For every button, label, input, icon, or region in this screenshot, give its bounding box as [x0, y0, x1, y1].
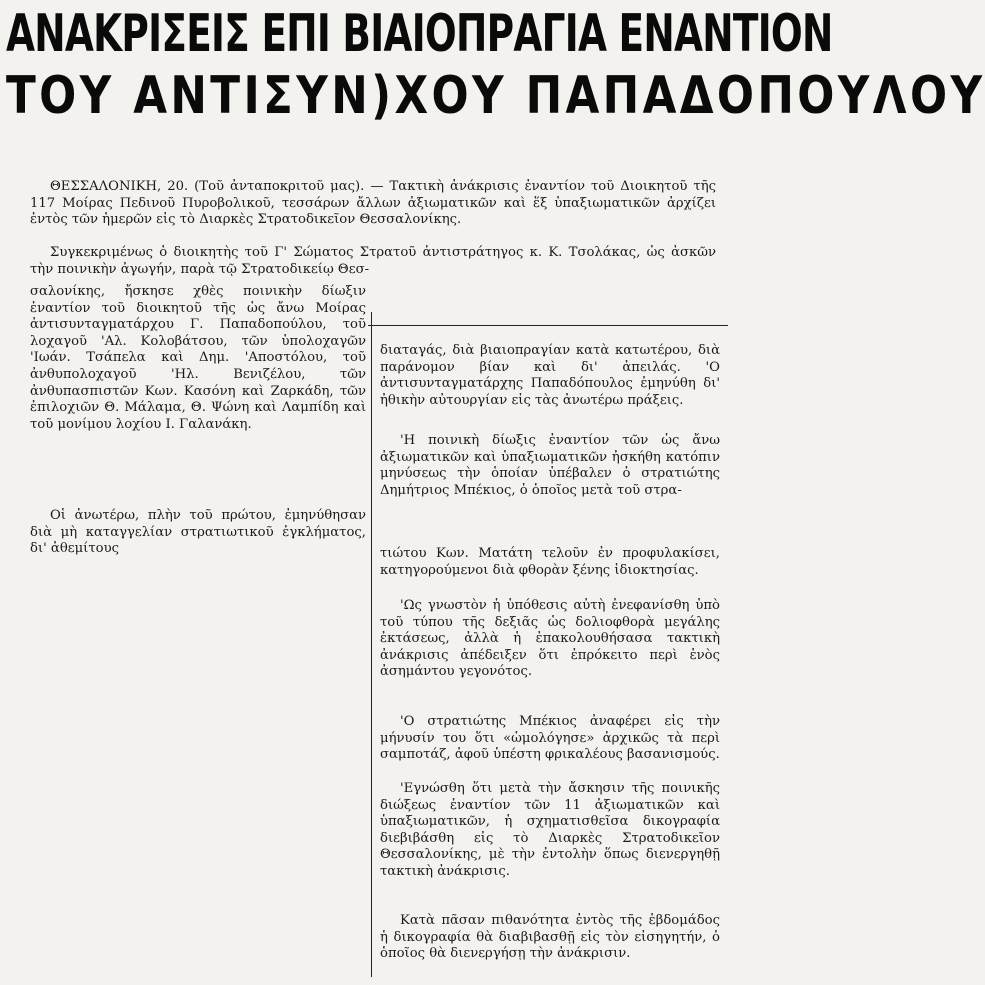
column-2-paragraph-2: 'Η ποινικὴ δίωξις ἐναντίον τῶν ὡς ἄνω ἀξιωματικῶν καὶ ὑπαξιωματικῶν ἠσκήθη κατόπιν μηνύσεως τὴν ὁποίαν ὑπέβαλεν ὁ στρατιώτης Δημήτριος Μπέκιος, ὁ ὁποῖος μετὰ τοῦ στρα- [380, 433, 720, 498]
column-2-paragraph-1: διαταγάς, διὰ βιαιοπραγίαν κατὰ κατωτέρου, διὰ παράνομον βίαν καὶ δι' ἀπειλάς. 'Ο ἀντισυνταγματάρχης Παπαδόπουλος ἐμηνύθη δι' ἠθικὴν αὐτουργίαν εἰς τὰς ἀνωτέρω πράξεις. [380, 343, 720, 408]
column-rule-top [368, 325, 728, 326]
lead-paragraph: ΘΕΣΣΑΛΟΝΙΚΗ, 20. (Τοῦ ἀνταποκριτοῦ μας). — Τακτικὴ ἀνάκρισις ἐναντίον τοῦ Διοικητοῦ τῆς 117 Μοίρας Πεδινοῦ Πυροβολικοῦ, τεσσάρων ἄλλων ἀξιωματικῶν καὶ ἕξ ὑπαξιωματικῶν ἀρχίζει ἐντὸς τῶν ἡμερῶν εἰς τὸ Διαρκὲς Στρατοδικεῖον Θεσσαλονίκης. [30, 179, 716, 228]
column-2-paragraph-6: 'Εγνώσθη ὅτι μετὰ τὴν ἄσκησιν τῆς ποινικῆς διώξεως ἐναντίον τῶν 11 ἀξιωματικῶν καὶ ὑπαξιωματικῶν, ἡ σχηματισθεῖσα δικογραφία διεβιβάσθη εἰς τὸ Διαρκὲς Στρατοδικεῖον Θεσσαλονίκης, μὲ τὴν ἐντολὴν ὅπως διενεργηθῇ τακτικὴ ἀνάκρισις. [380, 781, 720, 879]
lead-paragraph-2: Συγκεκριμένως ὁ διοικητὴς τοῦ Γ' Σώματος Στρατοῦ ἀντιστράτηγος κ. Κ. Τσολάκας, ὡς ἀσκῶν τὴν ποινικὴν ἀγωγήν, παρὰ τῷ Στρατοδικείῳ Θεσ- [30, 245, 716, 277]
column-2-paragraph-7: Κατὰ πᾶσαν πιθανότητα ἐντὸς τῆς ἑβδομάδος ἡ δικογραφία θὰ διαβιβασθῇ εἰς τὸν εἰσηγητήν, ὁ ὁποῖος θὰ διενεργήσῃ τὴν ἀνάκρισιν. [380, 913, 720, 962]
column-2-paragraph-3: τιώτου Κων. Ματάτη τελοῦν ἐν προφυλακίσει, κατηγορούμενοι διὰ φθορὰν ξένης ἰδιοκτησίας. [380, 546, 720, 578]
headline-line-2: ΤΟΥ ΑΝΤΙΣΥΝ)ΧΟΥ ΠΑΠΑΔΟΠΟΥΛΟΥ [6, 66, 985, 126]
column-2-paragraph-4: 'Ως γνωστὸν ἡ ὑπόθεσις αὐτὴ ἐνεφανίσθη ὑπὸ τοῦ τύπου τῆς δεξιᾶς ὡς δολιοφθορὰ μεγάλης ἐκτάσεως, ἀλλὰ ἡ ἐπακολουθήσασα τακτικὴ ἀνάκρισις ἀπέδειξεν ὅτι ἐπρόκειτο περὶ ἑνὸς ἀσημάντου γεγονότος. [380, 598, 720, 680]
column-2-paragraph-5: 'Ο στρατιώτης Μπέκιος ἀναφέρει εἰς τὴν μήνυσίν του ὅτι «ὡμολόγησε» ἀρχικῶς τὰ περὶ σαμποτάζ, ἀφοῦ ὑπέστη φρικαλέους βασανισμούς. [380, 714, 720, 763]
column-1-paragraph-1: σαλονίκης, ἤσκησε χθὲς ποινικὴν δίωξιν ἐναντίον τοῦ διοικητοῦ τῆς ὡς ἄνω Μοίρας ἀντισυνταγματάρχου Γ. Παπαδοπούλου, τοῦ λοχαγοῦ 'Αλ. Κολοβάτσου, τῶν ὑπολοχαγῶν 'Ιωάν. Τσάπελα καὶ Δημ. 'Αποστόλου, τοῦ ἀνθυπολοχαγοῦ 'Ηλ. Βενιζέλου, τῶν ἀνθυπασπιστῶν Κων. Κασόνη καὶ Ζαρκάδη, τῶν ἐπιλοχιῶν Θ. Μάλαμα, Θ. Ψώνη καὶ Λαμπίδη καὶ τοῦ μονίμου λοχίου Ι. Γαλανάκη. [30, 284, 366, 432]
column-1-paragraph-2: Οἱ ἀνωτέρω, πλὴν τοῦ πρώτου, ἐμηνύθησαν διὰ μὴ καταγγελίαν στρατιωτικοῦ ἐγκλήματος, δι' ἀθεμίτους [30, 508, 366, 557]
column-rule-lower [371, 547, 372, 977]
headline-line-1: ΑΝΑΚΡΙΣΕΙΣ ΕΠΙ ΒΙΑΙΟΠΡΑΓΙΑ ΕΝΑΝΤΙΟΝ [6, 4, 833, 64]
